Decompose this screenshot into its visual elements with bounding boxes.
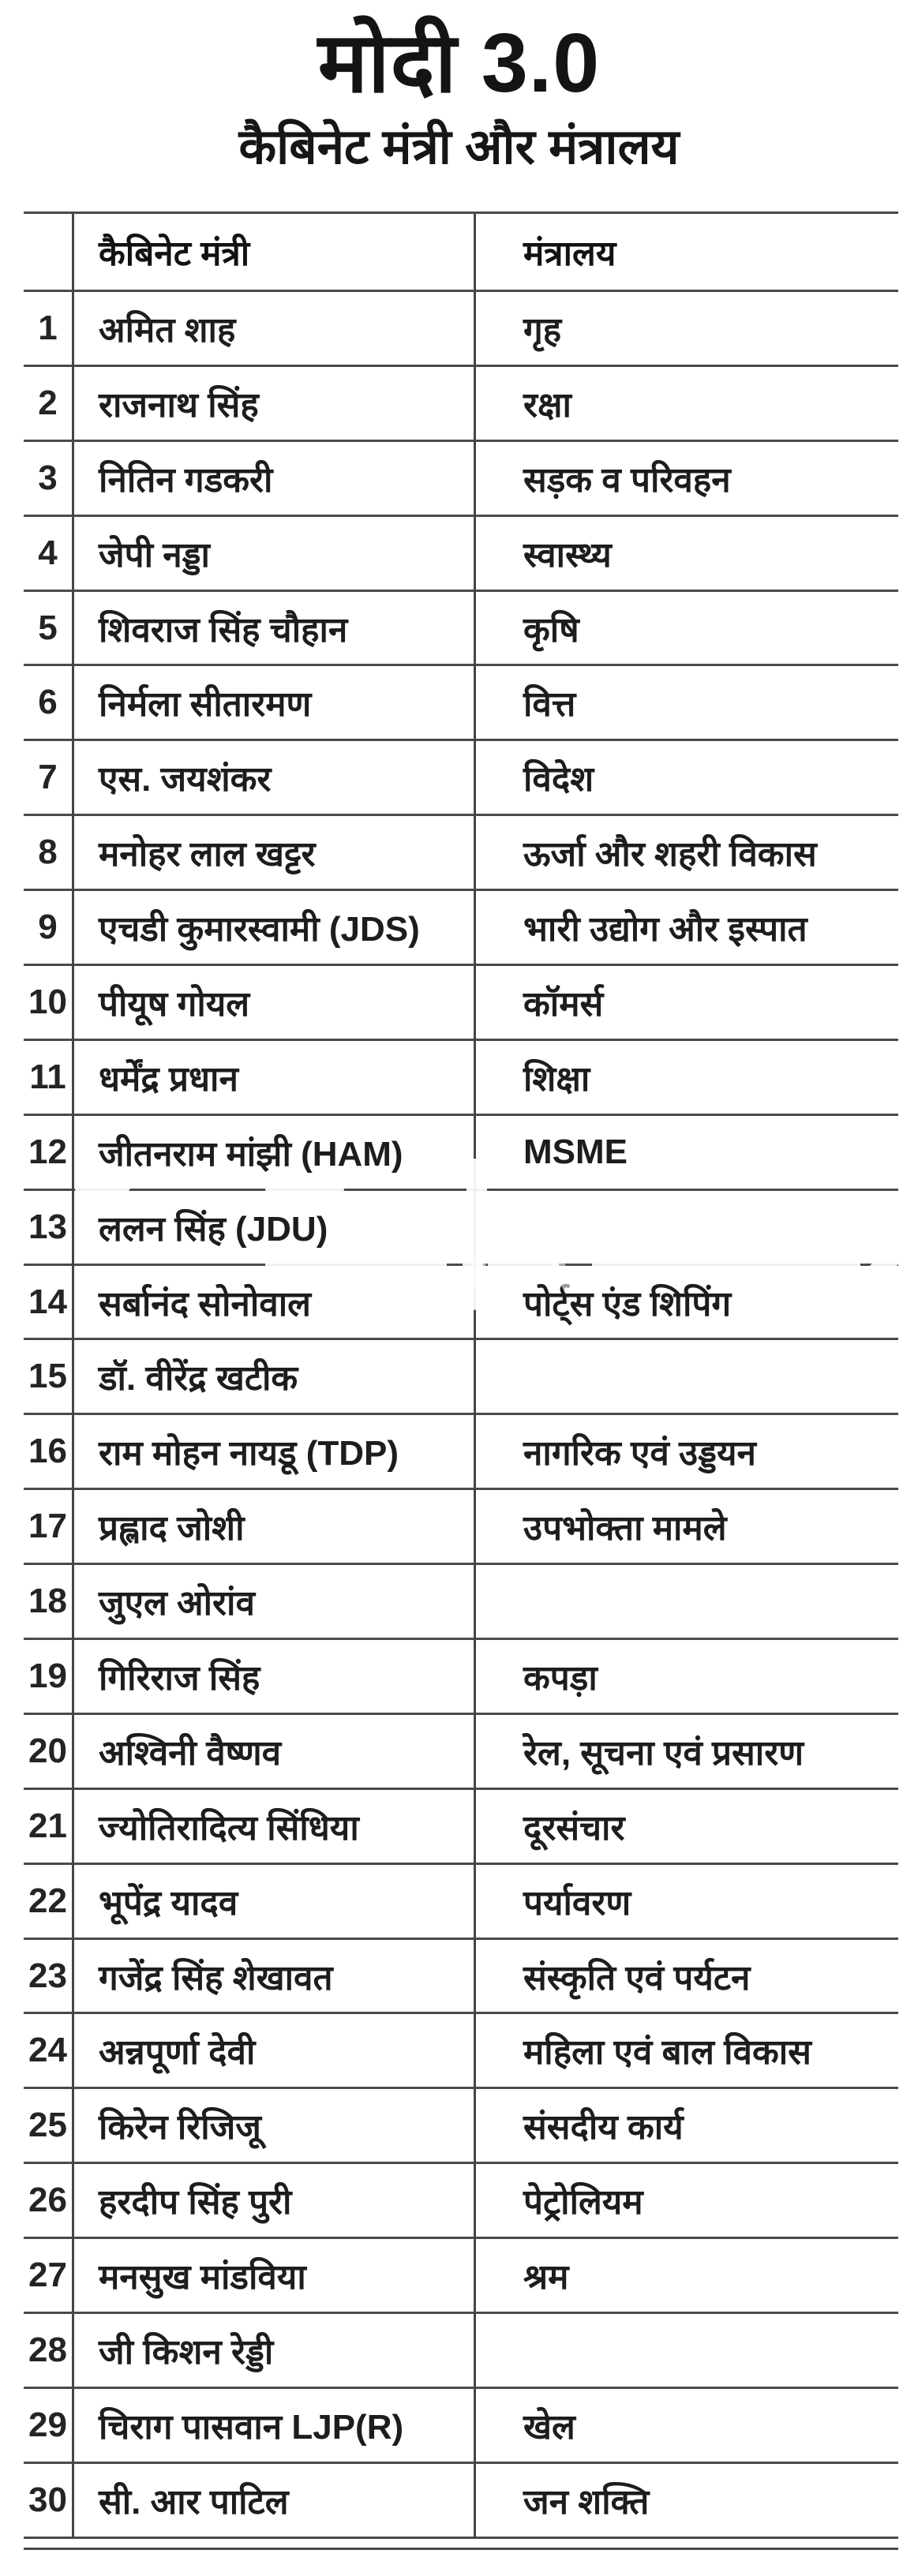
minister-name: सर्बानंद सोनोवाल	[99, 1284, 311, 1324]
table-row	[24, 292, 898, 367]
row-number: 28	[28, 2330, 67, 2369]
minister-name: गिरिराज सिंह	[99, 1658, 260, 1698]
table-row	[24, 816, 898, 891]
ministry-name: सड़क व परिवहन	[523, 460, 731, 500]
ministry-name: जन शक्ति	[523, 2482, 650, 2522]
minister-name: जी किशन रेड्डी	[99, 2332, 274, 2372]
minister-name: धर्मेंद्र प्रधान	[99, 1059, 238, 1099]
ministry-name: कपड़ा	[523, 1658, 598, 1698]
minister-name: ज्योतिरादित्य सिंधिया	[99, 1808, 359, 1848]
row-number: 26	[28, 2181, 67, 2220]
table-row	[24, 1865, 898, 1940]
row-number: 6	[38, 683, 58, 722]
ministry-name: पोर्ट्स एंड शिपिंग	[523, 1284, 732, 1324]
ministry-name: श्रम	[523, 2258, 569, 2297]
ministry-name: रक्षा	[523, 385, 571, 425]
ministry-name: संसदीय कार्य	[523, 2108, 684, 2147]
table-row	[24, 666, 898, 741]
table-row	[24, 2464, 898, 2539]
row-number: 1	[38, 308, 58, 347]
column-divider-ministry	[474, 214, 476, 2539]
table-row	[24, 1790, 898, 1865]
ministry-name: उपभोक्ता मामले	[523, 1509, 727, 1548]
row-number: 10	[28, 982, 67, 1021]
page-subtitle: कैबिनेट मंत्री और मंत्रालय	[238, 119, 680, 174]
column-divider-number	[72, 214, 74, 2539]
minister-name: एस. जयशंकर	[99, 760, 272, 799]
ministry-name: पर्यावरण	[523, 1883, 631, 1923]
cabinet-table	[24, 212, 898, 2539]
row-number: 30	[28, 2480, 67, 2519]
table-row	[24, 1490, 898, 1565]
header-ministry: मंत्रालय	[523, 234, 616, 273]
table-header-row	[24, 214, 898, 292]
minister-name: मनोहर लाल खट्टर	[99, 835, 316, 874]
ministry-name: संस्कृति एवं पर्यटन	[523, 1958, 751, 1998]
table-row	[24, 517, 898, 592]
minister-name: एचडी कुमारस्वामी (JDS)	[99, 910, 420, 949]
watermark-stroke	[265, 1177, 344, 1196]
row-number: 27	[28, 2256, 67, 2295]
table-row	[24, 1940, 898, 2015]
ministry-name: कॉमर्स	[523, 984, 604, 1024]
ministry-name: वित्त	[523, 685, 576, 724]
minister-name: निर्मला सीतारमण	[99, 685, 312, 724]
minister-name: जुएल ओरांव	[99, 1584, 255, 1623]
row-number: 2	[38, 383, 58, 422]
row-number: 13	[28, 1207, 67, 1246]
row-number: 22	[28, 1881, 67, 1920]
ministry-name: कृषि	[523, 610, 579, 650]
row-number: 24	[28, 2031, 67, 2070]
table-row	[24, 592, 898, 667]
minister-name: राजनाथ सिंह	[99, 385, 259, 425]
minister-name: अन्नपूर्णा देवी	[99, 2033, 256, 2072]
row-number: 25	[28, 2106, 67, 2145]
minister-name: पीयूष गोयल	[99, 984, 250, 1024]
table-row	[24, 2389, 898, 2464]
ministry-name: रेल, सूचना एवं प्रसारण	[523, 1733, 804, 1773]
table-body	[24, 292, 898, 2539]
minister-name: नितिन गडकरी	[99, 460, 273, 500]
minister-name: गजेंद्र सिंह शेखावत	[99, 1958, 333, 1998]
row-number: 9	[38, 908, 58, 947]
row-number: 20	[28, 1731, 67, 1770]
ministry-name: पेट्रोलियम	[523, 2183, 643, 2222]
ministry-name: महिला एवं बाल विकास	[523, 2033, 811, 2072]
row-number: 21	[28, 1806, 67, 1845]
table-row	[24, 1415, 898, 1490]
table-row	[24, 1565, 898, 1640]
row-number: 18	[28, 1582, 67, 1621]
ministry-name: गृह	[523, 310, 562, 350]
table-row	[24, 891, 898, 966]
table-row	[24, 741, 898, 816]
table-row	[24, 2239, 898, 2314]
row-number: 23	[28, 1956, 67, 1995]
row-number: 8	[38, 833, 58, 872]
row-number: 15	[28, 1357, 67, 1396]
watermark-stroke	[592, 1252, 860, 1275]
minister-name: प्रह्लाद जोशी	[99, 1509, 245, 1548]
table-row	[24, 1340, 898, 1415]
minister-name: ललन सिंह (JDU)	[99, 1209, 328, 1249]
row-number: 17	[28, 1507, 67, 1546]
watermark-stroke	[265, 1253, 447, 1275]
ministry-name: ऊर्जा और शहरी विकास	[523, 835, 817, 874]
minister-name: किरेन रिजिजू	[99, 2108, 261, 2147]
table-row	[24, 2089, 898, 2164]
minister-name: अमित शाह	[99, 310, 236, 350]
ministry-name: भारी उद्योग और इस्पात	[523, 910, 807, 949]
minister-name: जीतनराम मांझी (HAM)	[99, 1134, 403, 1174]
minister-name: राम मोहन नायडू (TDP)	[99, 1434, 399, 1473]
minister-name: चिराग पासवान LJP(R)	[99, 2407, 404, 2447]
row-number: 4	[38, 533, 58, 572]
row-number: 29	[28, 2405, 67, 2444]
header-minister: कैबिनेट मंत्री	[99, 234, 250, 273]
minister-name: सी. आर पाटिल	[99, 2482, 289, 2522]
minister-name: हरदीप सिंह पुरी	[99, 2183, 292, 2222]
ministry-name: शिक्षा	[523, 1059, 590, 1099]
minister-name: डॉ. वीरेंद्र खटीक	[99, 1359, 298, 1398]
table-row	[24, 367, 898, 442]
row-number: 5	[38, 608, 58, 647]
minister-name: शिवराज सिंह चौहान	[99, 610, 348, 650]
minister-name: मनसुख मांडविया	[99, 2258, 306, 2297]
minister-name: अश्विनी वैष्णव	[99, 1733, 282, 1773]
header-block	[0, 17, 918, 174]
table-row	[24, 1715, 898, 1790]
table-row	[24, 2314, 898, 2389]
ministry-name: MSME	[523, 1132, 628, 1171]
row-number: 11	[29, 1057, 66, 1096]
minister-name: भूपेंद्र यादव	[99, 1883, 238, 1923]
table-row	[24, 442, 898, 517]
ministry-name: दूरसंचार	[523, 1808, 625, 1848]
minister-name: जेपी नड्डा	[99, 535, 210, 575]
row-number: 7	[38, 758, 58, 797]
ministry-name: स्वास्थ्य	[523, 535, 612, 575]
table-row	[24, 1116, 898, 1191]
page-title: मोदी 3.0	[317, 17, 601, 110]
row-number: 16	[28, 1432, 67, 1471]
ministry-name: खेल	[523, 2407, 575, 2447]
ministry-name: नागरिक एवं उड्डयन	[523, 1434, 756, 1473]
row-number: 3	[38, 458, 58, 497]
ministry-name: विदेश	[523, 760, 594, 799]
table-row	[24, 2014, 898, 2089]
row-number: 19	[28, 1656, 67, 1695]
table-row	[24, 1041, 898, 1116]
table-row	[24, 1640, 898, 1715]
table-row	[24, 2164, 898, 2239]
row-number: 12	[28, 1132, 67, 1171]
row-number: 14	[28, 1282, 67, 1321]
table-row	[24, 966, 898, 1041]
